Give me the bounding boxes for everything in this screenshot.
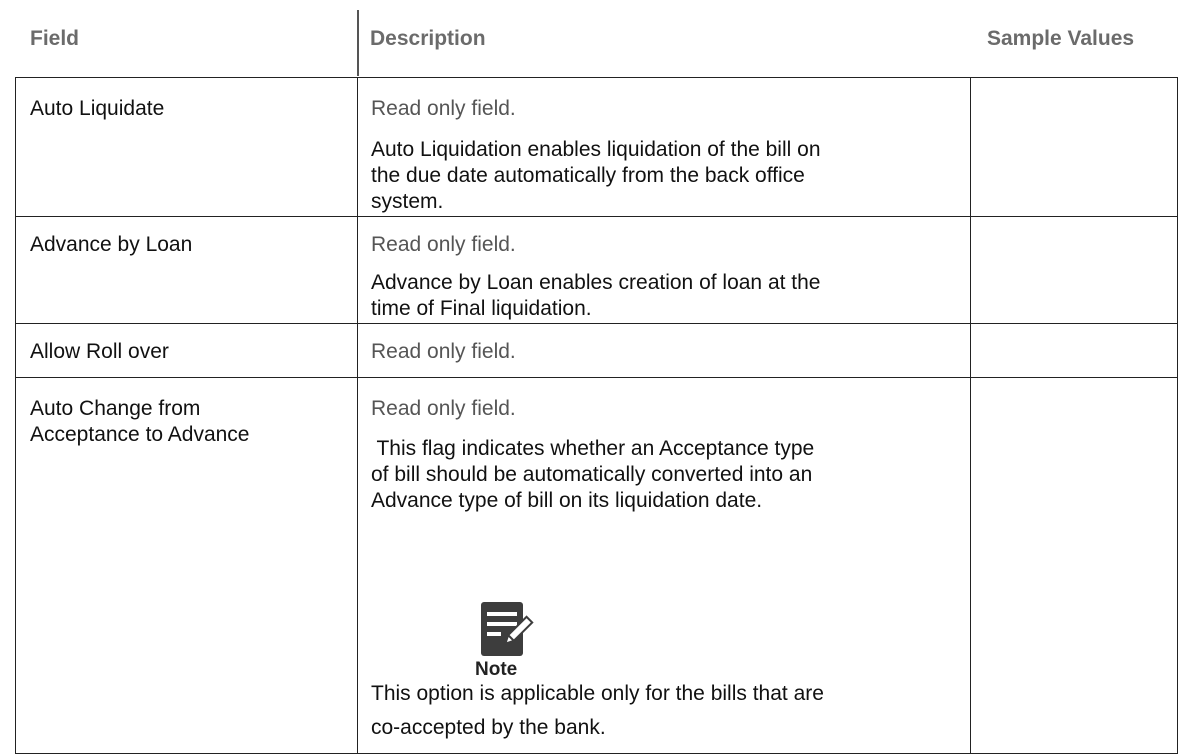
note-label: Note	[475, 659, 518, 680]
readonly-note: Read only field.	[371, 233, 516, 256]
field-advance-by-loan: Advance by Loan	[30, 233, 193, 256]
description-line: the due date automatically from the back office	[371, 164, 805, 187]
row-border	[15, 323, 1177, 324]
column-border	[970, 77, 971, 754]
description-line: Auto Liquidation enables liquidation of the bill on	[371, 138, 821, 161]
readonly-note: Read only field.	[371, 97, 516, 120]
description-line: Advance type of bill on its liquidation date.	[371, 489, 763, 512]
column-border	[357, 77, 358, 754]
field-auto-change-line: Auto Change from	[30, 397, 201, 420]
readonly-note: Read only field.	[371, 340, 516, 363]
row-border	[15, 753, 1177, 754]
column-border	[15, 77, 16, 754]
row-border	[15, 77, 1177, 78]
description-line: time of Final liquidation.	[371, 297, 592, 320]
column-border	[1177, 77, 1178, 754]
note-edit-icon	[479, 600, 541, 662]
row-border	[15, 377, 1177, 378]
field-auto-change-line: Acceptance to Advance	[30, 423, 250, 446]
note-text-line: co-accepted by the bank.	[371, 716, 606, 739]
readonly-note: Read only field.	[371, 397, 516, 420]
column-header-description: Description	[370, 27, 486, 50]
row-border	[15, 216, 1177, 217]
field-allow-roll-over: Allow Roll over	[30, 340, 169, 363]
field-auto-liquidate: Auto Liquidate	[30, 97, 165, 120]
description-line: of bill should be automatically converted into an	[371, 463, 813, 486]
column-header-field: Field	[30, 27, 80, 50]
description-line: Advance by Loan enables creation of loan at the	[371, 271, 821, 294]
description-line: system.	[371, 190, 444, 213]
description-line: This flag indicates whether an Acceptance type	[371, 437, 815, 460]
column-header-sample-values: Sample Values	[987, 27, 1135, 50]
note-text-line: This option is applicable only for the bills that are	[371, 682, 824, 705]
